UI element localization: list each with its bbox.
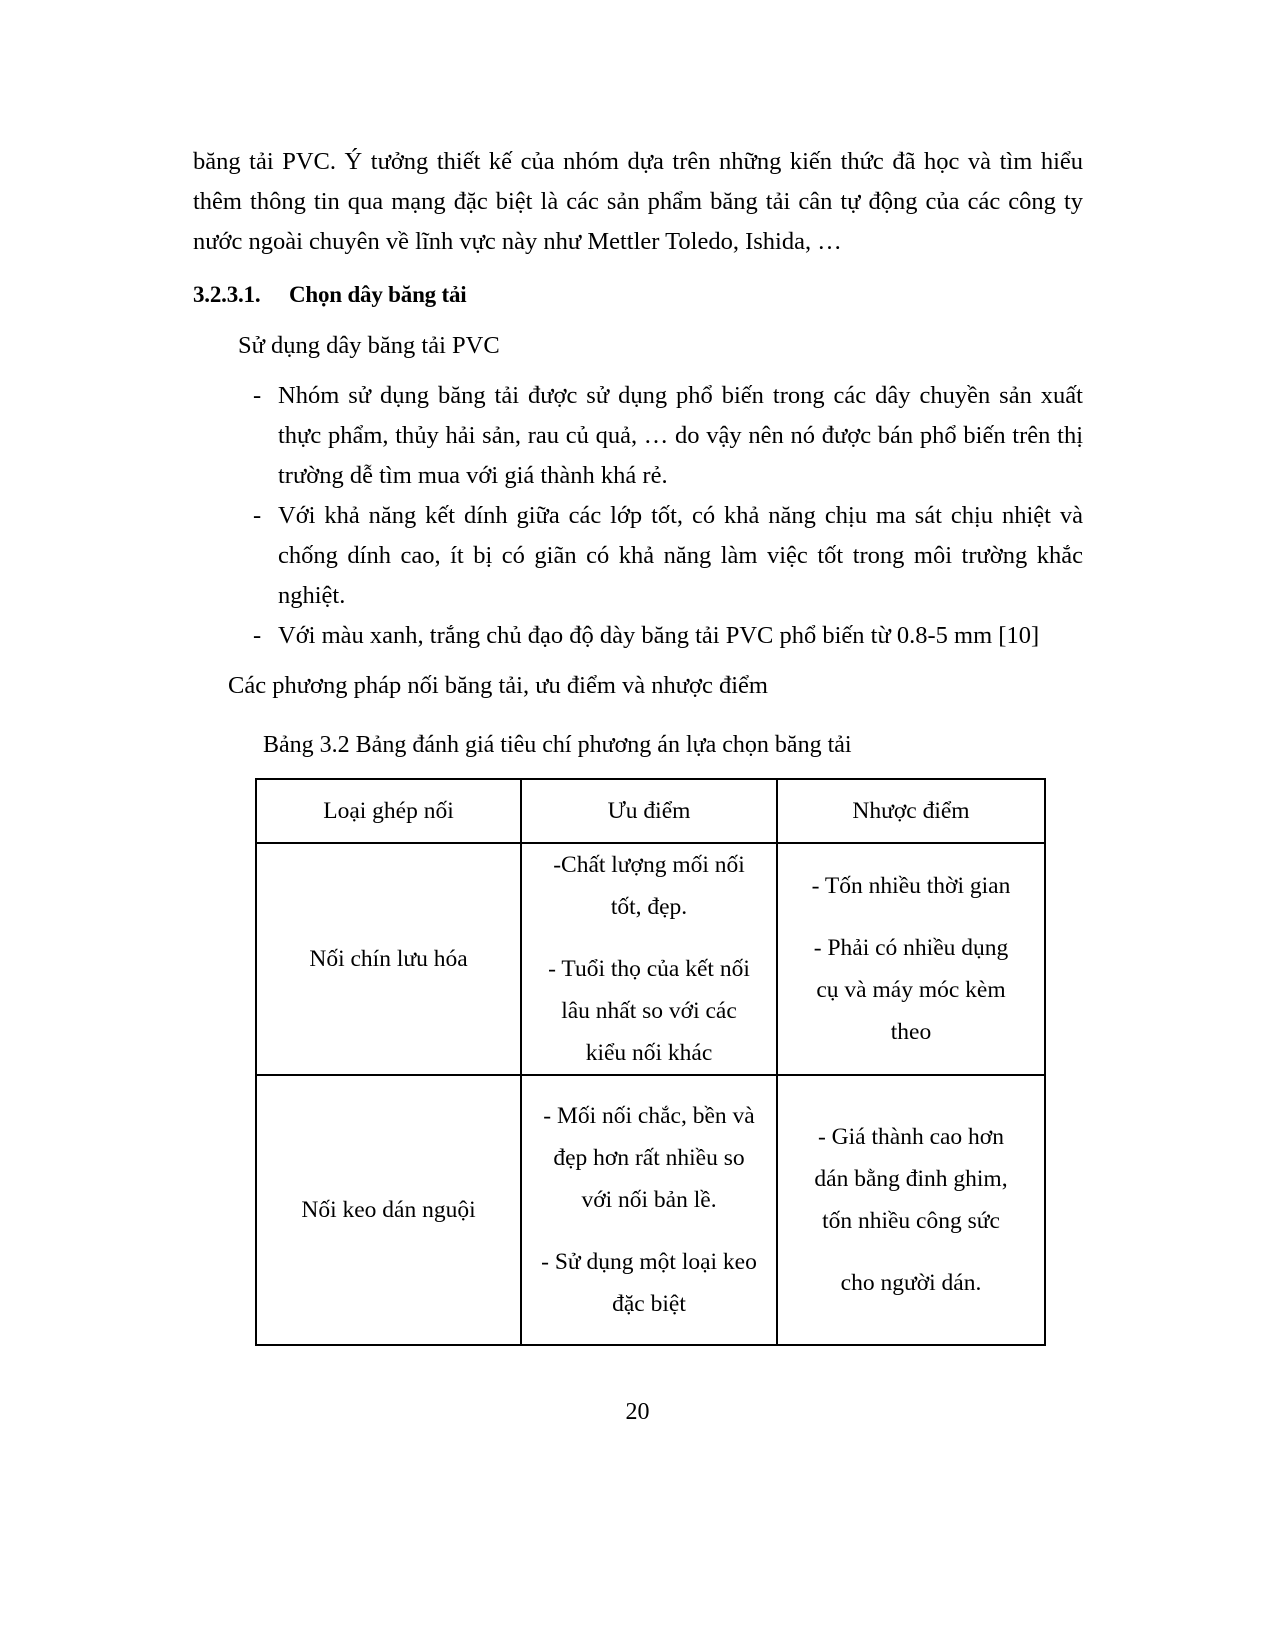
table-header-row <box>256 779 1045 843</box>
table-cell-type: Nối keo dán nguội <box>256 1075 521 1345</box>
list-item <box>193 496 1083 616</box>
cell-line: cụ và máy móc kèm <box>816 977 1006 1003</box>
subintro-paragraph: Sử dụng dây băng tải PVC <box>238 332 500 359</box>
cell-line: - Mối nối chắc, bền và <box>543 1103 755 1129</box>
cell-spacer <box>778 907 1044 927</box>
table-header-cell-type: Loại ghép nối <box>256 779 521 843</box>
list-item <box>193 616 1083 656</box>
cell-line: - Tốn nhiều thời gian <box>811 873 1011 899</box>
cell-line: - Sử dụng một loại keo <box>541 1249 757 1275</box>
list-item <box>193 376 1083 496</box>
list-item-text: Nhóm sử dụng băng tải được sử dụng phổ biến trong các dây chuyền sản xuất thực phẩm, thủy hải sản, rau củ quả, … do vậy nên nó được bán phổ biến trên thị trường dễ tìm mua với giá thành khá rẻ. <box>278 382 1083 489</box>
table-cell-cons <box>777 1075 1045 1345</box>
cell-line: lâu nhất so với các <box>561 998 737 1024</box>
section-heading-number: 3.2.3.1. <box>193 282 261 307</box>
cell-line: - Tuổi thọ của kết nối <box>548 956 750 982</box>
cell-spacer <box>778 1242 1044 1262</box>
cell-line: - Phải có nhiều dụng <box>813 935 1009 961</box>
cell-line: - Giá thành cao hơn <box>817 1124 1004 1150</box>
cell-line: đặc biệt <box>612 1291 686 1317</box>
table-row <box>256 843 1045 1075</box>
table-header-cell-pros: Ưu điểm <box>521 779 777 843</box>
cell-line: kiểu nối khác <box>585 1040 713 1066</box>
table-cell-pros <box>521 1075 777 1345</box>
intro-paragraph: băng tải PVC. Ý tưởng thiết kế của nhóm dựa trên những kiến thức đã học và tìm hiểu thêm thông tin qua mạng đặc biệt là các sản phẩm băng tải cân tự động của các công ty nước ngoài chuyên về lĩnh vực này như Mettler Toledo, Ishida, … <box>193 148 1083 255</box>
cell-line: dán bằng đinh ghim, <box>814 1166 1008 1192</box>
cell-line: cho người dán. <box>840 1270 982 1296</box>
dash-marker: - <box>253 622 262 649</box>
after-list-paragraph: Các phương pháp nối băng tải, ưu điểm và nhược điểm <box>228 672 768 699</box>
cell-line: tốt, đẹp. <box>610 894 688 920</box>
table-cell-type: Nối chín lưu hóa <box>256 843 521 1075</box>
table-header-cell-cons: Nhược điểm <box>777 779 1045 843</box>
table-cell-cons <box>777 843 1045 1075</box>
list-item-text: Với khả năng kết dính giữa các lớp tốt, có khả năng chịu ma sát chịu nhiệt và chống dính cao, ít bị có giãn có khả năng làm việc tốt trong môi trường khắc nghiệt. <box>278 502 1083 609</box>
cell-spacer <box>522 1221 776 1241</box>
bullet-list <box>193 376 1083 656</box>
table-caption: Bảng 3.2 Bảng đánh giá tiêu chí phương án lựa chọn băng tải <box>263 732 852 758</box>
dash-marker: - <box>253 382 262 409</box>
section-heading-title: Chọn dây băng tải <box>289 282 467 307</box>
cell-line: tốn nhiều công sức <box>822 1208 1000 1234</box>
page-content <box>193 142 1083 1346</box>
table-cell-pros <box>521 843 777 1075</box>
table-row <box>256 1075 1045 1345</box>
cell-line: theo <box>890 1019 932 1045</box>
evaluation-table <box>255 778 1046 1346</box>
cell-line: với nối bản lề. <box>581 1187 717 1213</box>
list-item-text: Với màu xanh, trắng chủ đạo độ dày băng tải PVC phổ biến từ 0.8-5 mm [10] <box>278 622 1040 649</box>
cell-line: -Chất lượng mối nối <box>553 852 745 878</box>
cell-spacer <box>522 928 776 948</box>
page-number: 20 <box>625 1399 650 1425</box>
section-heading <box>193 276 1083 314</box>
dash-marker: - <box>253 502 262 529</box>
cell-line: đẹp hơn rất nhiều so <box>553 1145 745 1171</box>
